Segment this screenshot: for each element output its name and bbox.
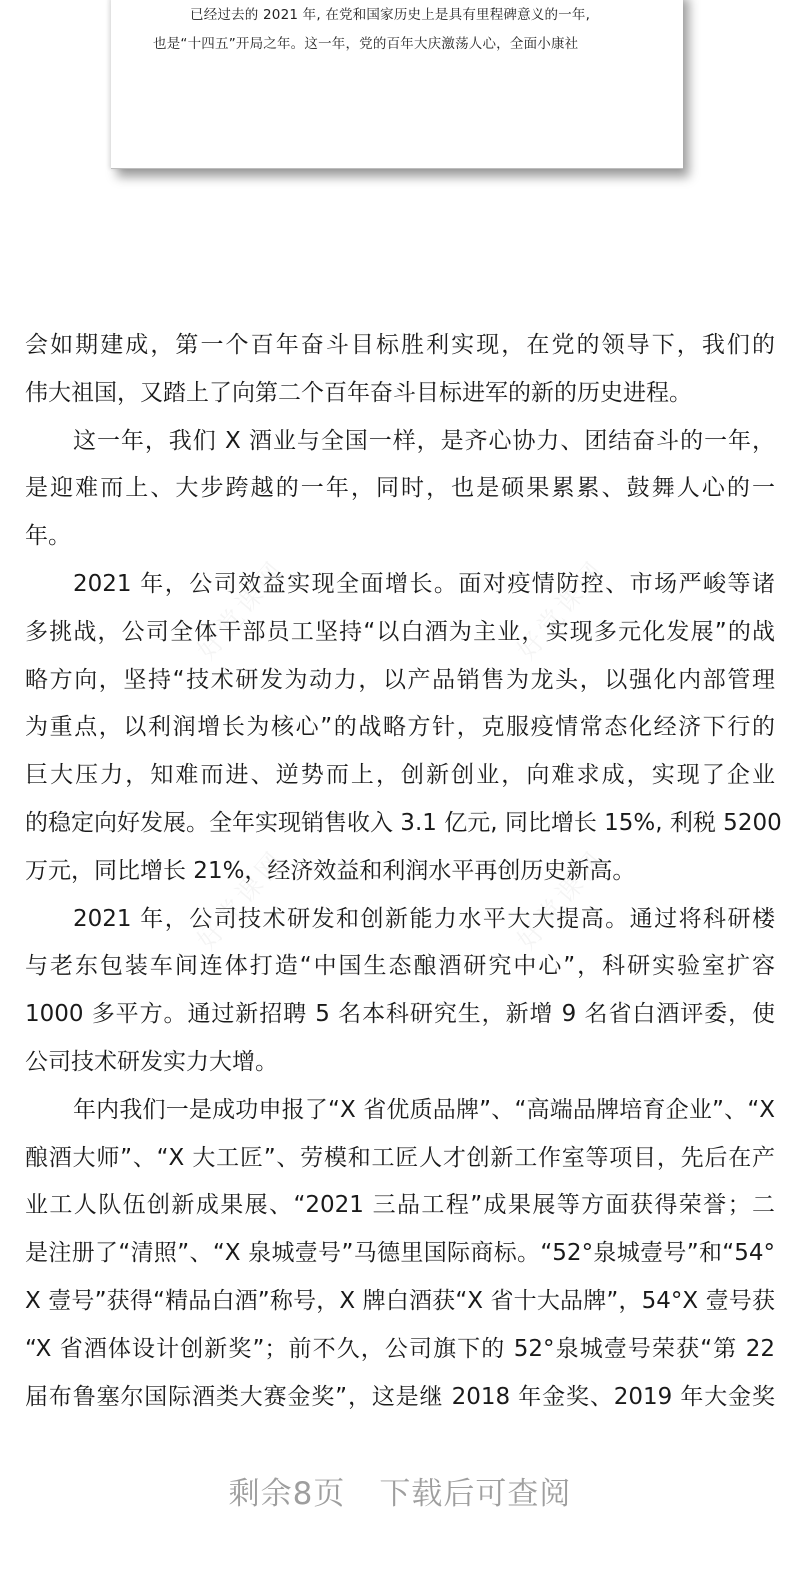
paragraph-start-line: 年内我们一是成功申报了“X 省优质品牌”、“高端品牌培育企业”、“X [73,1096,775,1123]
text-line: 为重点，以利润增长为核心”的战略方针，克服疫情常态化经济下行的 [25,714,775,741]
remaining-pages-label: 剩余8页 [228,1476,346,1512]
document-preview-card [111,0,683,169]
text-line: 巨大压力，知难而进、逆势而上，创新创业，向难求成，实现了企业 [25,762,775,789]
text-line: 的稳定向好发展。全年实现销售收入 3.1 亿元, 同比增长 15%, 利税 5200 [25,809,782,836]
text-line: X 壹号”获得“精品白酒”称号，X 牌白酒获“X 省十大品牌”，54°X 壹号获 [25,1287,775,1314]
text-line: 业工人队伍创新成果展、“2021 三品工程”成果展等方面获得荣誉；二 [25,1192,775,1219]
text-line: 是迎难而上、大步跨越的一年，同时，也是硕果累累、鼓舞人心的一 [25,475,775,502]
text-line: 1000 多平方。通过新招聘 5 名本科研究生，新增 9 名省白酒评委，使 [25,1001,775,1028]
text-line: 年。 [25,523,71,550]
remaining-pages-prompt[interactable] [0,1468,800,1513]
download-hint-label: 下载后可查阅 [379,1476,572,1512]
paragraph-start-line: 2021 年，公司技术研发和创新能力水平大大提高。通过将科研楼 [73,905,775,932]
text-line: “X 省酒体设计创新奖”；前不久，公司旗下的 52°泉城壹号荣获“第 22 [25,1335,775,1362]
document-body [25,322,782,1421]
paragraph-start-line: 这一年，我们 X 酒业与全国一样，是齐心协力、团结奋斗的一年， [73,427,775,454]
text-line: 万元，同比增长 21%，经济效益和利润水平再创历史新高。 [25,857,636,884]
preview-line-1: 已经过去的 2021 年, 在党和国家历史上是具有里程碑意义的一年, [190,7,591,23]
text-line: 与老东包装车间连体打造“中国生态酿酒研究中心”，科研实验室扩容 [25,953,775,980]
text-line: 略方向，坚持“技术研发为动力，以产品销售为龙头，以强化内部管理 [25,666,775,693]
text-line: 酿酒大师”、“X 大工匠”、劳模和工匠人才创新工作室等项目，先后在产 [25,1144,775,1171]
paragraph-start-line: 2021 年，公司效益实现全面增长。面对疫情防控、市场严峻等诸 [73,570,775,597]
preview-line-2: 也是“十四五”开局之年。这一年，党的百年大庆激荡人心，全面小康社 [153,36,579,52]
text-line: 公司技术研发实力大增。 [25,1048,278,1075]
text-line: 会如期建成，第一个百年奋斗目标胜利实现，在党的领导下，我们的 [25,332,775,358]
text-line: 是注册了“清照”、“X 泉城壹号”马德里国际商标。“52°泉城壹号”和“54° [25,1240,775,1267]
text-line: 届布鲁塞尔国际酒类大赛金奖”，这是继 2018 年金奖、2019 年大金奖 [25,1383,775,1410]
text-line: 伟大祖国，又踏上了向第二个百年奋斗目标进军的新的历史进程。 [25,379,692,406]
text-line: 多挑战，公司全体干部员工坚持“以白酒为主业，实现多元化发展”的战 [25,618,775,645]
